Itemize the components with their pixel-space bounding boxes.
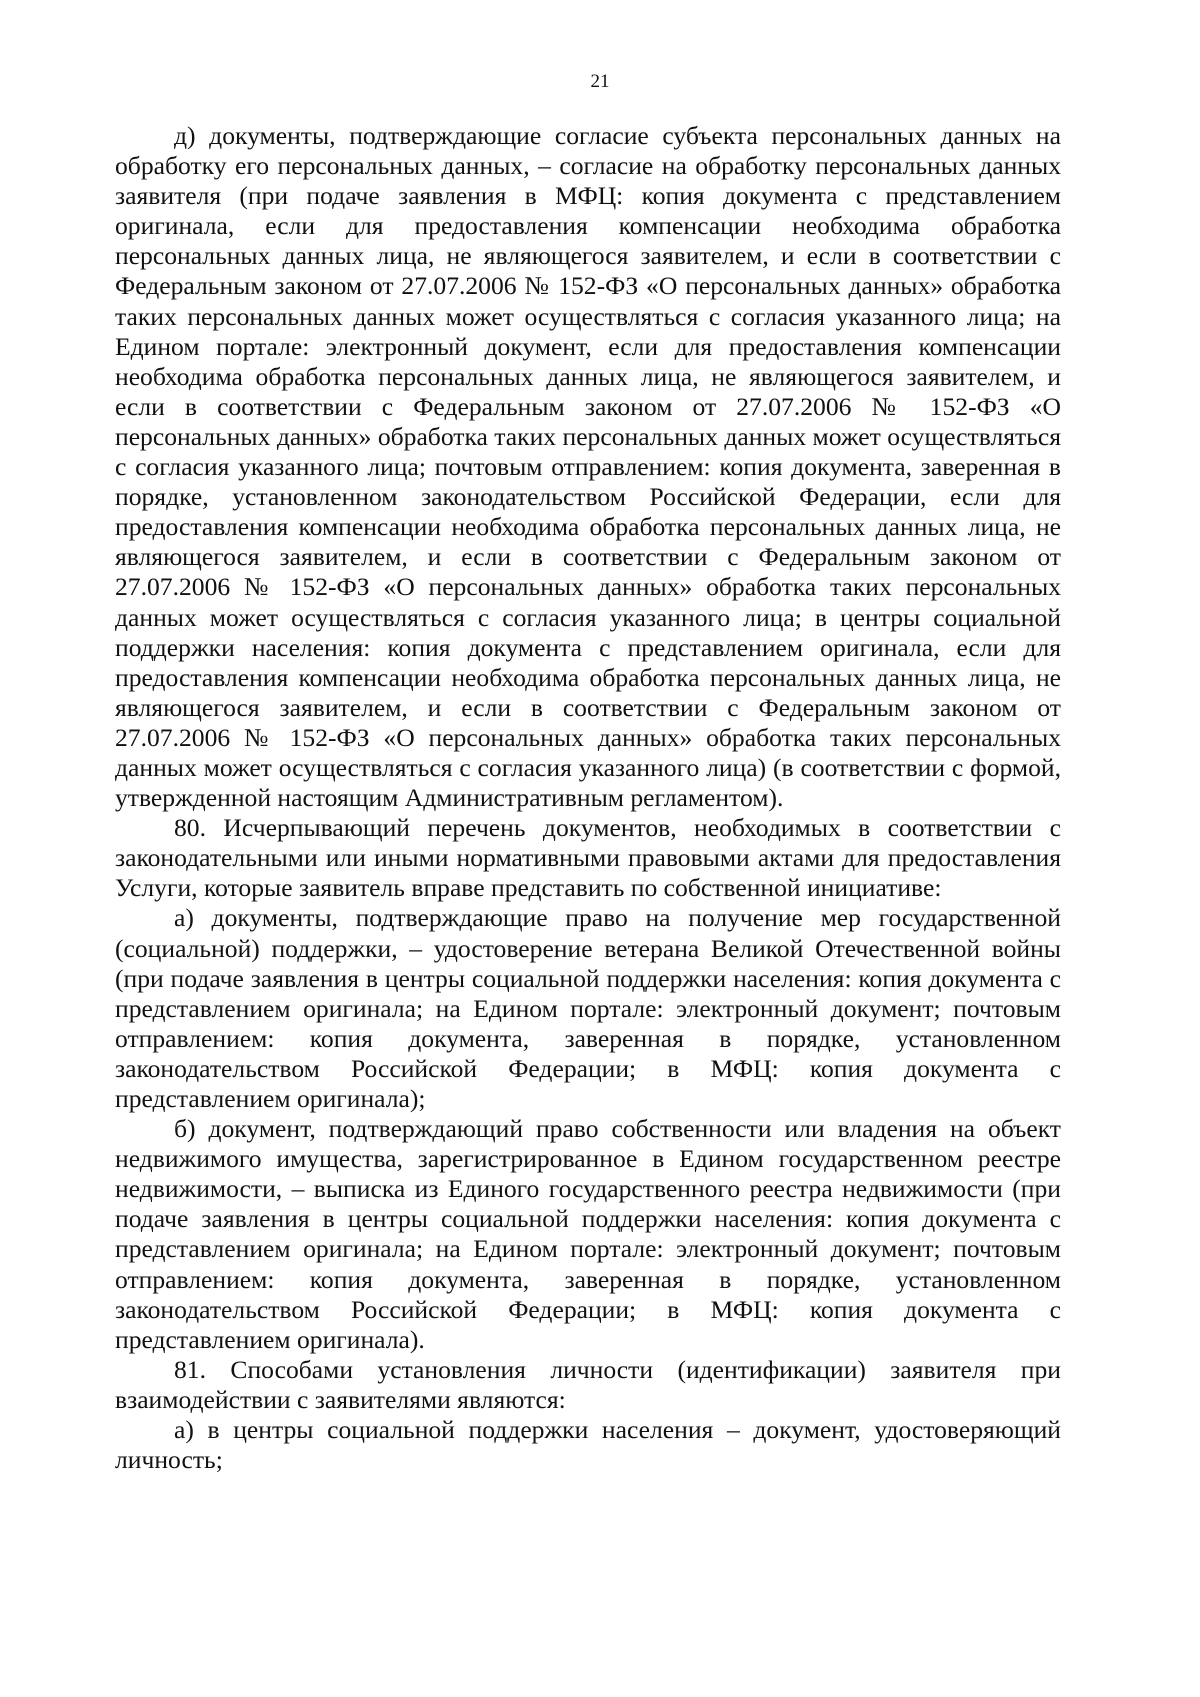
paragraph-80: 80. Исчерпывающий перечень документов, необходимых в соответствии с законодательными или иными нормативными правовыми актами для предоставления Услуги, которые заявитель вправе представить по собственной инициативе: <box>115 813 1061 903</box>
paragraph-80-b: б) документ, подтверждающий право собственности или владения на объект недвижимого имущества, зарегистрированное в Едином государственном реестре недвижимости, – выписка из Единого государственного реестра недвижимости (при подаче заявления в центры социальной поддержки населения: копия документа с представлением оригинала; на Едином портале: электронный документ; почтовым отправлением: копия документа, заверенная в порядке, установленном законодательством Российской Федерации; в МФЦ: копия документа с представлением оригинала). <box>115 1114 1061 1354</box>
paragraph-81: 81. Способами установления личности (идентификации) заявителя при взаимодействии с заявителями являются: <box>115 1354 1061 1414</box>
paragraph-d-consent: д) документы, подтверждающие согласие субъекта персональных данных на обработку его персональных данных, – согласие на обработку персональных данных заявителя (при подаче заявления в МФЦ: копия документа с представлением оригинала, если для предоставления компенсации необходима обработка персональных данных лица, не являющегося заявителем, и если в соответствии с Федеральным законом от 27.07.2006 № 152-ФЗ «О персональных данных» обработка таких персональных данных может осуществляться с согласия указанного лица; на Едином портале: электронный документ, если для предоставления компенсации необходима обработка персональных данных лица, не являющегося заявителем, и если в соответствии с Федеральным законом от 27.07.2006 № 152-ФЗ «О персональных данных» обработка таких персональных данных может осуществляться с согласия указанного лица; почтовым отправлением: копия документа, заверенная в порядке, установленном законодательством Российской Федерации, если для предоставления компенсации необходима обработка персональных данных лица, не являющегося заявителем, и если в соответствии с Федеральным законом от 27.07.2006 № 152-ФЗ «О персональных данных» обработка таких персональных данных может осуществляться с согласия указанного лица; в центры социальной поддержки населения: копия документа с представлением оригинала, если для предоставления компенсации необходима обработка персональных данных лица, не являющегося заявителем, и если в соответствии с Федеральным законом от 27.07.2006 № 152-ФЗ «О персональных данных» обработка таких персональных данных может осуществляться с согласия указанного лица) (в соответствии с формой, утвержденной настоящим Административным регламентом). <box>115 121 1061 813</box>
document-body <box>115 121 1061 1475</box>
paragraph-80-a: а) документы, подтверждающие право на получение мер государственной (социальной) поддержки, – удостоверение ветерана Великой Отечественной войны (при подаче заявления в центры социальной поддержки населения: копия документа с представлением оригинала; на Едином портале: электронный документ; почтовым отправлением: копия документа, заверенная в порядке, установленном законодательством Российской Федерации; в МФЦ: копия документа с представлением оригинала); <box>115 903 1061 1113</box>
page-number: 21 <box>590 71 610 92</box>
paragraph-81-a: а) в центры социальной поддержки населения – документ, удостоверяющий личность; <box>115 1415 1061 1475</box>
